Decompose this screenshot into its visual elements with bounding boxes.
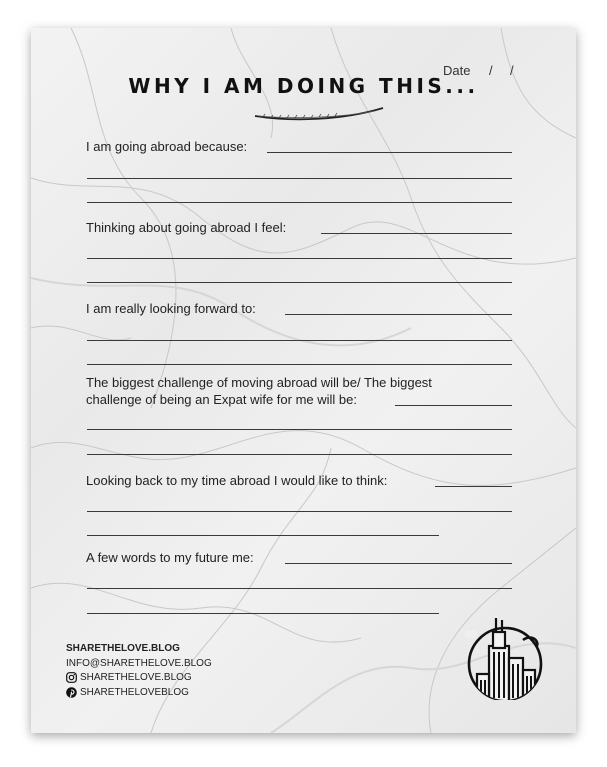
prompt-future-me: A few words to my future me: [86,550,254,565]
swoosh-divider [253,106,385,122]
answer-line[interactable] [87,178,512,179]
answer-line[interactable] [435,486,512,487]
answer-line[interactable] [285,563,512,564]
footer-email[interactable]: INFO@SHARETHELOVE.BLOG [66,658,212,669]
answer-line[interactable] [321,233,512,234]
answer-line[interactable] [87,511,512,512]
answer-line[interactable] [285,314,512,315]
answer-line[interactable] [87,202,512,203]
city-skyline-logo [463,616,547,700]
answer-line[interactable] [87,258,512,259]
answer-line[interactable] [267,152,512,153]
prompt-looking-back: Looking back to my time abroad I would like to think: [86,473,388,488]
answer-line[interactable] [395,405,512,406]
footer-brand: SHARETHELOVE.BLOG [66,643,180,654]
instagram-icon [66,672,77,683]
answer-line[interactable] [87,588,512,589]
prompt-biggest-challenge-line1: The biggest challenge of moving abroad will be/ The biggest [86,375,432,390]
answer-line[interactable] [87,340,512,341]
footer-pinterest[interactable] [66,687,189,698]
prompt-biggest-challenge-line2: challenge of being an Expat wife for me will be: [86,392,357,407]
page-title: WHY I AM DOING THIS... [128,74,479,98]
answer-line[interactable] [87,613,439,614]
prompt-feelings: Thinking about going abroad I feel: [86,220,287,235]
footer-instagram[interactable] [66,672,192,683]
prompt-going-abroad: I am going abroad because: [86,139,248,154]
answer-line[interactable] [87,364,512,365]
instagram-handle: SHARETHELOVE.BLOG [80,672,192,683]
worksheet-page [31,28,576,733]
answer-line[interactable] [87,535,439,536]
date-label: Date [443,63,471,78]
answer-line[interactable] [87,429,512,430]
prompt-looking-forward: I am really looking forward to: [86,301,256,316]
pinterest-icon [66,687,77,698]
date-separator-1: / [489,63,493,78]
answer-line[interactable] [87,282,512,283]
date-separator-2: / [510,63,514,78]
answer-line[interactable] [87,454,512,455]
pinterest-handle: SHARETHELOVEBLOG [80,687,189,698]
